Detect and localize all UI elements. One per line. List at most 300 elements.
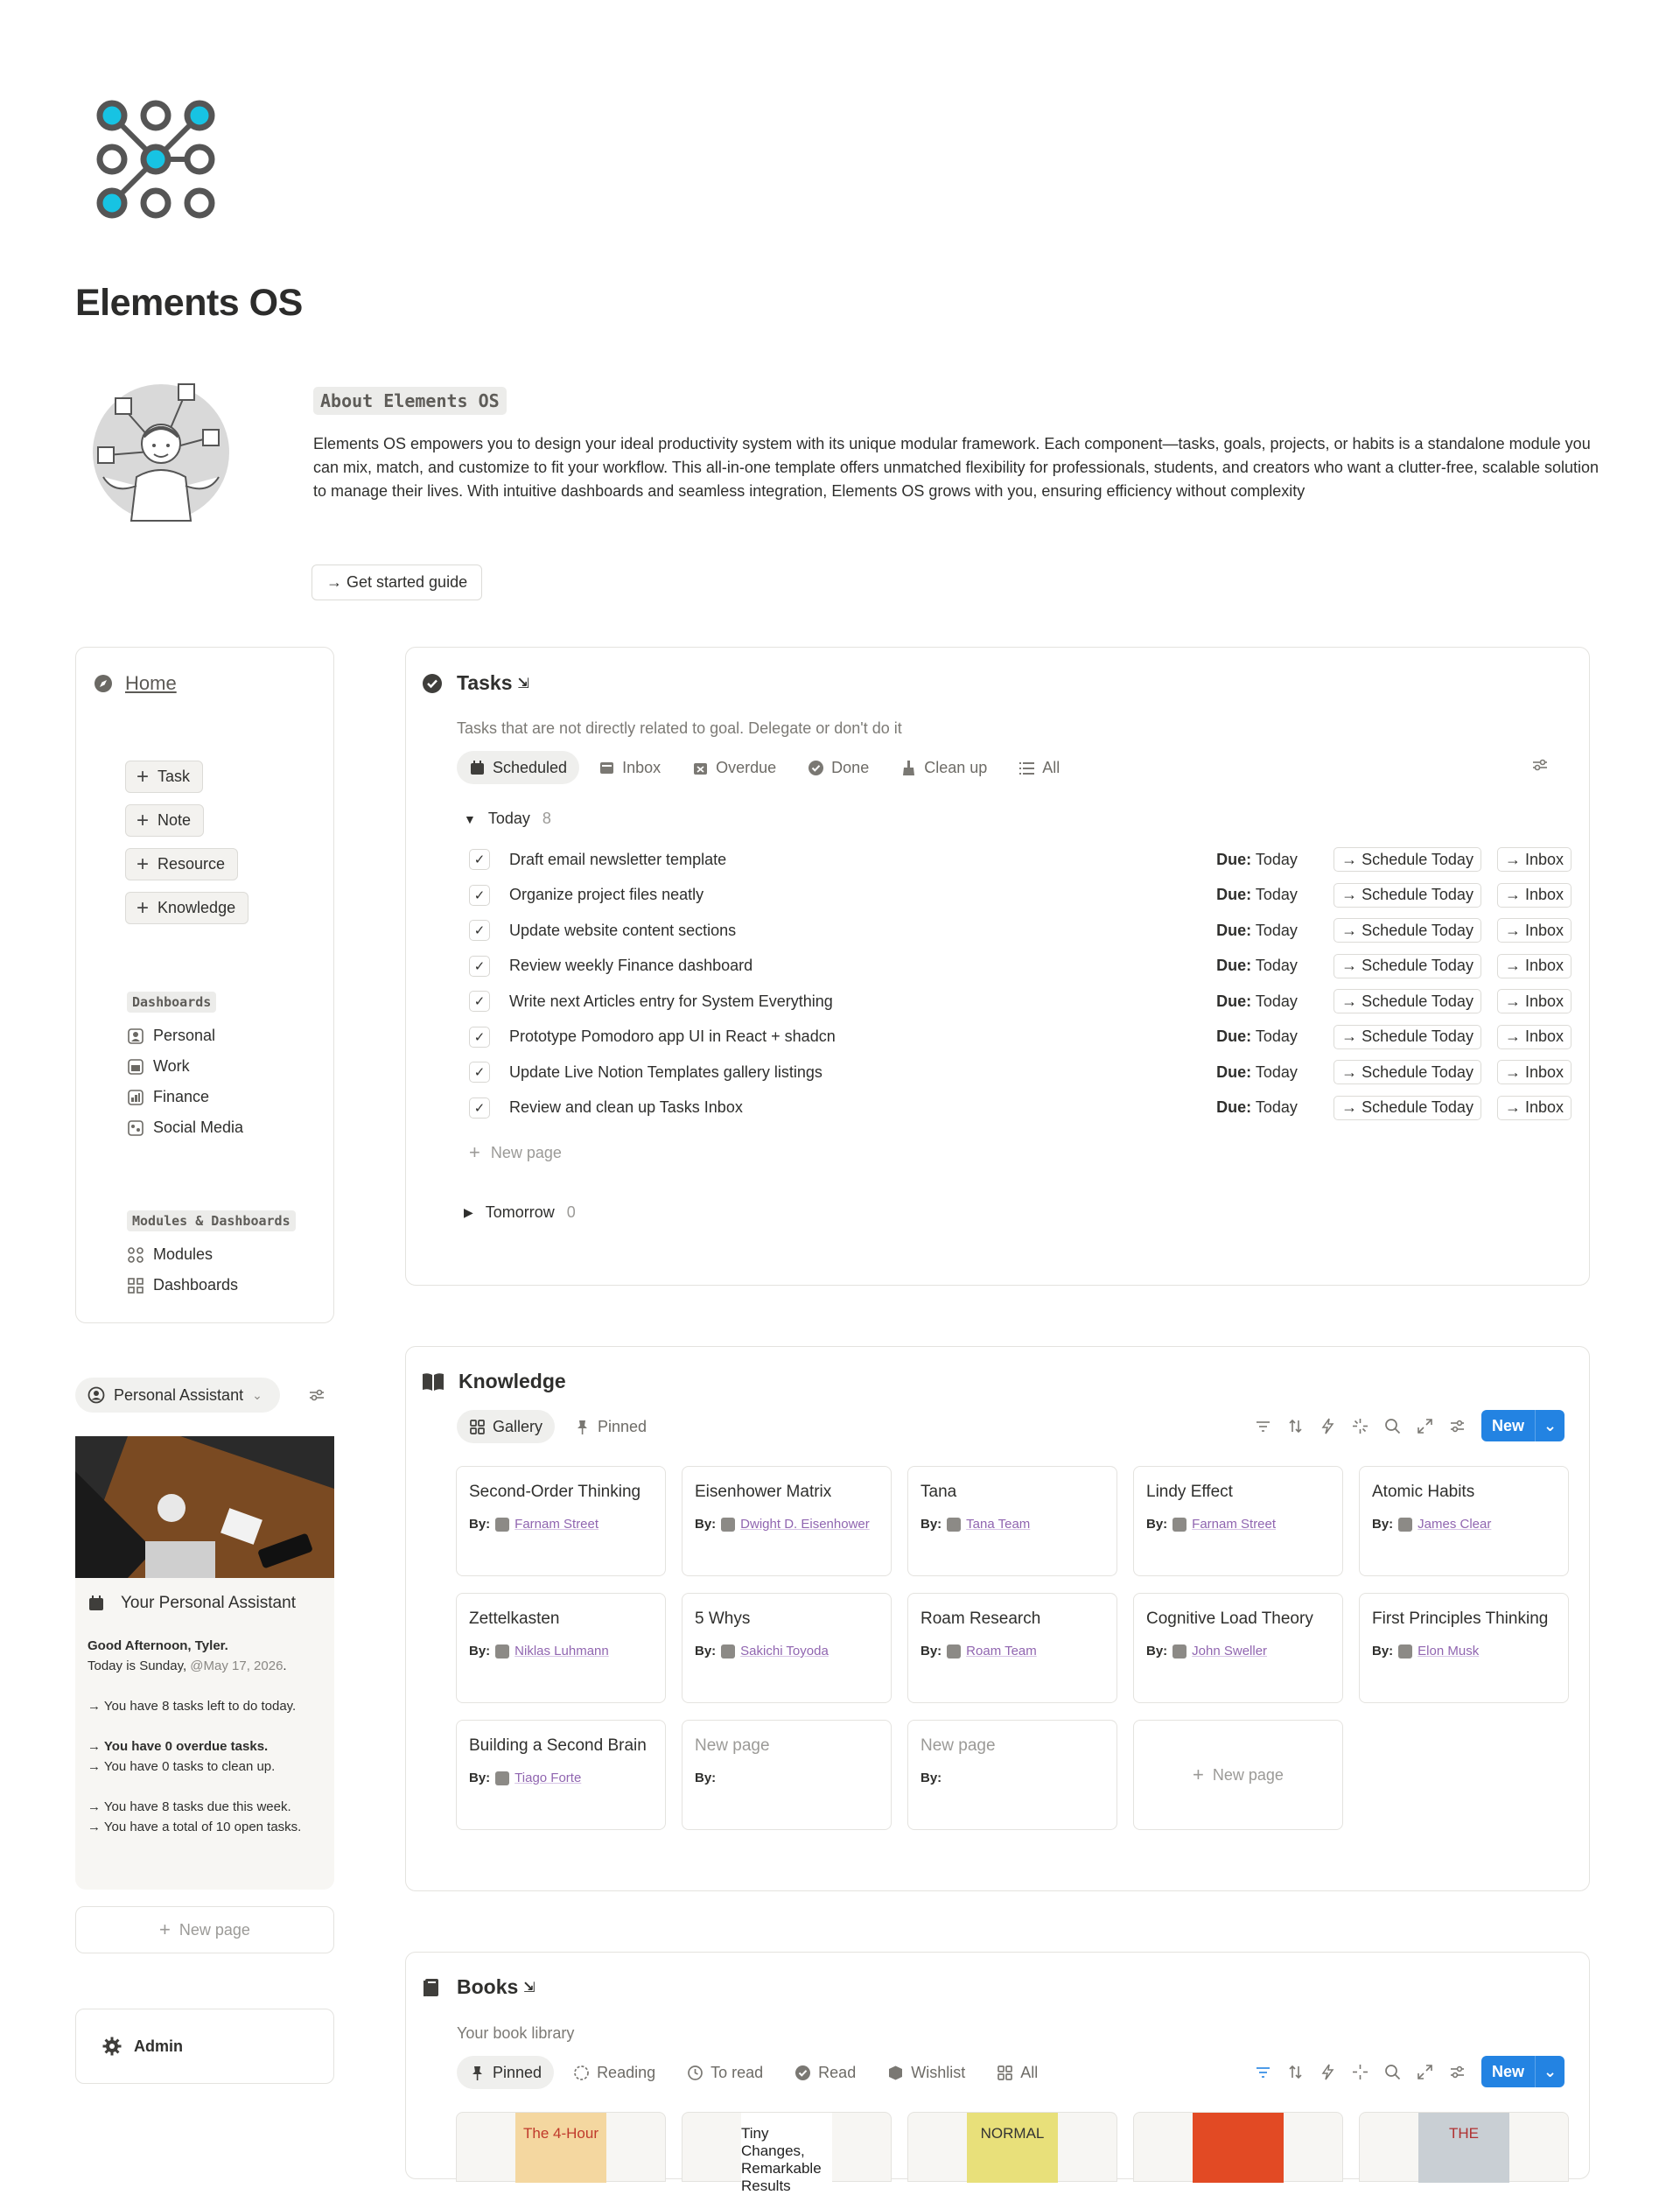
- knowledge-card[interactable]: [682, 1720, 892, 1830]
- calendar-icon: [88, 1595, 105, 1612]
- tab-scheduled-label: Scheduled: [493, 758, 568, 776]
- admin-link[interactable]: [75, 2009, 334, 2084]
- add-task-label: Task: [158, 768, 191, 785]
- knowledge-card-author: [1146, 1644, 1330, 1659]
- nav-personal[interactable]: [127, 1027, 215, 1045]
- knowledge-card-title: Roam Research: [920, 1609, 1041, 1628]
- view-settings-icon[interactable]: [1531, 756, 1549, 774]
- book-card[interactable]: [907, 2112, 1117, 2182]
- plus-icon: +: [159, 1918, 171, 1940]
- assistant-title-row: [88, 1594, 296, 1613]
- author-link[interactable]: Tiago Forte: [514, 1771, 582, 1785]
- plus-icon: +: [136, 764, 150, 789]
- task-title[interactable]: Update website content sections: [509, 921, 737, 939]
- plus-icon: +: [1193, 1764, 1204, 1785]
- tab-books-all[interactable]: [984, 2056, 1050, 2089]
- about-label: About Elements OS: [313, 387, 507, 415]
- knowledge-card-author: [920, 1517, 1104, 1532]
- tab-clean-up[interactable]: [888, 751, 999, 784]
- by-label: By:: [469, 1517, 491, 1532]
- overdue-calendar-icon: [692, 760, 709, 776]
- tab-gallery-label: Gallery: [493, 1417, 543, 1435]
- knowledge-card-title: Lindy Effect: [1146, 1483, 1233, 1501]
- group-today-toggle[interactable]: [464, 810, 551, 828]
- task-due: [1216, 886, 1318, 904]
- knowledge-card[interactable]: [1359, 1593, 1569, 1703]
- schedule-today-button[interactable]: → Schedule Today: [1334, 883, 1481, 908]
- by-label: By:: [920, 1771, 942, 1785]
- schedule-today-button[interactable]: → Schedule Today: [1334, 918, 1481, 943]
- link-arrow-icon: ⇲: [517, 676, 529, 691]
- tab-all-label: All: [1042, 758, 1060, 776]
- tab-books-pinned-label: Pinned: [493, 2063, 542, 2081]
- personal-assistant-selector[interactable]: [75, 1378, 280, 1413]
- due-label: Due:: [1216, 992, 1252, 1010]
- book-cover: [741, 2113, 832, 2194]
- author-link[interactable]: Farnam Street: [514, 1517, 599, 1532]
- task-title[interactable]: Update Live Notion Templates gallery listings: [509, 1062, 822, 1081]
- books-new-button[interactable]: [1481, 2056, 1564, 2087]
- avatar: [721, 1518, 735, 1532]
- by-label: By:: [1372, 1517, 1394, 1532]
- task-due: [1216, 957, 1318, 975]
- compass-icon: [94, 674, 113, 693]
- author-link[interactable]: Niklas Luhmann: [514, 1644, 609, 1659]
- books-new-label: New: [1491, 2062, 1524, 2080]
- calendar-icon: [469, 760, 486, 776]
- move-to-inbox-button[interactable]: → Inbox: [1497, 1025, 1572, 1049]
- tab-done-label: Done: [831, 758, 870, 776]
- avatar: [495, 1518, 509, 1532]
- task-title[interactable]: Review weekly Finance dashboard: [509, 957, 753, 974]
- tab-inbox-label: Inbox: [622, 758, 662, 776]
- task-checkbox[interactable]: [469, 920, 490, 941]
- inbox-icon: [598, 760, 615, 776]
- books-view-tabs: [457, 2056, 1050, 2089]
- tab-books-all-label: All: [1020, 2063, 1039, 2081]
- nav-finance[interactable]: [127, 1088, 209, 1106]
- move-to-inbox-button[interactable]: → Inbox: [1497, 883, 1572, 908]
- elements-os-logo: [94, 98, 217, 221]
- by-label: By:: [695, 1517, 717, 1532]
- tab-read-label: Read: [818, 2063, 857, 2081]
- knowledge-card[interactable]: [682, 1593, 892, 1703]
- task-title[interactable]: Organize project files neatly: [509, 886, 704, 903]
- add-knowledge-button[interactable]: [125, 892, 248, 924]
- modules-icon: [127, 1246, 144, 1264]
- tab-wishlist-label: Wishlist: [911, 2063, 966, 2081]
- move-to-inbox-button[interactable]: → Inbox: [1497, 989, 1572, 1013]
- plus-icon: +: [136, 852, 150, 876]
- book-cover-text: NORMAL: [980, 2125, 1045, 2142]
- filter-icon[interactable]: [1255, 1418, 1271, 1434]
- assistant-line-open: → You have a total of 10 open tasks.: [88, 1820, 302, 1834]
- task-title[interactable]: Write next Articles entry for System Everything: [509, 992, 833, 1010]
- knowledge-card-title: Eisenhower Matrix: [695, 1483, 832, 1501]
- home-link[interactable]: [94, 672, 177, 695]
- task-due: [1216, 1063, 1318, 1082]
- due-value: Today: [1255, 921, 1298, 939]
- check-icon: ✓: [473, 994, 486, 1009]
- knowledge-card-title: Zettelkasten: [469, 1609, 560, 1628]
- due-label: Due:: [1216, 1062, 1252, 1081]
- books-toolbar: [1255, 2056, 1564, 2087]
- by-label: By:: [695, 1644, 717, 1659]
- box-icon: [887, 2065, 904, 2081]
- gallery-new-page-card[interactable]: [1133, 1720, 1343, 1830]
- by-label: By:: [920, 1517, 942, 1532]
- task-checkbox[interactable]: [469, 1062, 490, 1083]
- knowledge-card-author: [1372, 1644, 1556, 1659]
- knowledge-card-title: 5 Whys: [695, 1609, 751, 1628]
- tab-pinned-label: Pinned: [598, 1417, 648, 1435]
- knowledge-card-author: [920, 1771, 1104, 1785]
- schedule-today-button[interactable]: → Schedule Today: [1334, 954, 1481, 978]
- due-value: Today: [1255, 957, 1298, 974]
- schedule-today-button[interactable]: → Schedule Today: [1334, 1096, 1481, 1120]
- tab-overdue[interactable]: [680, 751, 788, 784]
- check-icon: ✓: [473, 923, 486, 938]
- pin-icon: [469, 2065, 486, 2081]
- gallery-icon: [997, 2065, 1013, 2081]
- sort-icon[interactable]: [1287, 1418, 1304, 1434]
- avatar: [1172, 1518, 1186, 1532]
- search-icon[interactable]: [1384, 2064, 1401, 2080]
- add-note-button[interactable]: [125, 804, 204, 837]
- schedule-today-button[interactable]: → Schedule Today: [1334, 1060, 1481, 1084]
- assistant-today-suffix: .: [283, 1659, 287, 1673]
- books-header[interactable]: [422, 1975, 536, 1999]
- books-database: [405, 1952, 1590, 2194]
- task-due: [1216, 922, 1318, 940]
- link-arrow-icon: ⇲: [523, 1980, 536, 1995]
- task-row[interactable]: [469, 878, 1572, 913]
- schedule-today-button[interactable]: → Schedule Today: [1334, 847, 1481, 872]
- nav-modules[interactable]: [127, 1245, 213, 1264]
- knowledge-card-title: Building a Second Brain: [469, 1736, 647, 1755]
- check-icon: ✓: [473, 958, 486, 974]
- assistant-greeting: Good Afternoon, Tyler.: [88, 1638, 228, 1653]
- gallery-icon: [469, 1419, 486, 1435]
- lightning-icon[interactable]: [1320, 1418, 1336, 1434]
- due-label: Due:: [1216, 886, 1252, 903]
- knowledge-card[interactable]: [907, 1593, 1117, 1703]
- add-task-button[interactable]: [125, 761, 203, 793]
- task-checkbox[interactable]: [469, 991, 490, 1012]
- author-link[interactable]: Elon Musk: [1418, 1644, 1480, 1659]
- check-circle-icon: [794, 2065, 811, 2081]
- author-link[interactable]: Dwight D. Eisenhower: [740, 1517, 870, 1532]
- nav-personal-label: Personal: [153, 1027, 216, 1044]
- book-card[interactable]: [682, 2112, 892, 2194]
- assistant-new-page[interactable]: [75, 1906, 334, 1953]
- assistant-new-page-label: New page: [178, 1920, 250, 1939]
- tab-reading[interactable]: [561, 2056, 668, 2089]
- book-cover: [1418, 2113, 1509, 2183]
- chevron-down-icon[interactable]: ⌄: [1535, 2056, 1564, 2087]
- task-row[interactable]: [469, 1020, 1572, 1055]
- assistant-today-date: @May 17, 2026: [190, 1659, 284, 1673]
- triangle-right-icon: ▶: [464, 1205, 473, 1219]
- due-label: Due:: [1216, 850, 1252, 868]
- knowledge-card-title: New page: [920, 1736, 996, 1755]
- tasks-new-page[interactable]: [469, 1141, 562, 1164]
- due-label: Due:: [1216, 921, 1252, 939]
- by-label: By:: [469, 1771, 491, 1785]
- finance-dashboard-icon: [127, 1089, 144, 1106]
- by-label: By:: [695, 1771, 717, 1785]
- tasks-database: [405, 647, 1590, 1286]
- add-knowledge-label: Knowledge: [158, 899, 236, 916]
- nav-modules-label: Modules: [153, 1245, 214, 1263]
- author-link[interactable]: Tana Team: [966, 1517, 1031, 1532]
- knowledge-title: Knowledge: [458, 1370, 566, 1392]
- tab-books-pinned[interactable]: [457, 2056, 554, 2089]
- author-link[interactable]: James Clear: [1418, 1517, 1492, 1532]
- author-link[interactable]: Farnam Street: [1192, 1517, 1277, 1532]
- task-checkbox[interactable]: [469, 1098, 490, 1119]
- nav-social-media-label: Social Media: [153, 1119, 244, 1136]
- task-checkbox[interactable]: [469, 956, 490, 977]
- broom-icon: [900, 760, 917, 776]
- nav-work[interactable]: [127, 1057, 190, 1076]
- assistant-illustration: [88, 372, 234, 529]
- avatar: [1172, 1644, 1186, 1659]
- chevron-down-icon[interactable]: ⌄: [1535, 1410, 1564, 1441]
- tab-overdue-label: Overdue: [716, 758, 777, 776]
- lightning-icon[interactable]: [1320, 2064, 1336, 2080]
- personal-assistant-card[interactable]: [75, 1436, 334, 1890]
- search-icon[interactable]: [1384, 1418, 1401, 1434]
- task-title[interactable]: Prototype Pomodoro app UI in React + shadcn: [509, 1027, 836, 1045]
- task-due: [1216, 1098, 1318, 1117]
- dashboards-section-label: Dashboards: [127, 992, 216, 1013]
- group-tomorrow-label: Tomorrow: [485, 1203, 555, 1221]
- check-icon: ✓: [473, 1065, 486, 1080]
- modules-section-label: Modules & Dashboards: [127, 1210, 296, 1231]
- knowledge-card[interactable]: [907, 1720, 1117, 1830]
- plus-icon: +: [136, 808, 150, 832]
- sort-icon[interactable]: [1287, 2064, 1304, 2080]
- assistant-settings-icon[interactable]: [308, 1386, 326, 1404]
- task-row[interactable]: [469, 1055, 1572, 1090]
- knowledge-card-author: [920, 1644, 1104, 1659]
- author-link[interactable]: Roam Team: [966, 1644, 1037, 1659]
- sparkle-icon[interactable]: [1352, 2064, 1368, 2080]
- group-tomorrow-toggle[interactable]: [464, 1203, 576, 1222]
- work-dashboard-icon: [127, 1058, 144, 1076]
- pin-icon: [574, 1419, 591, 1435]
- books-subtitle: Your book library: [457, 2024, 575, 2042]
- move-to-inbox-button[interactable]: → Inbox: [1497, 954, 1572, 978]
- list-icon: [1018, 760, 1035, 776]
- task-row[interactable]: [469, 949, 1572, 984]
- check-circle-icon: [422, 673, 443, 694]
- book-cover-text: The 4-Hour: [523, 2125, 598, 2142]
- check-circle-icon: [808, 760, 824, 776]
- clock-icon: [687, 2065, 704, 2081]
- task-due: [1216, 851, 1318, 869]
- knowledge-card-title: Tana: [920, 1483, 957, 1501]
- knowledge-card[interactable]: [1133, 1466, 1343, 1576]
- task-checkbox[interactable]: [469, 1027, 490, 1048]
- knowledge-card-author: [469, 1644, 653, 1659]
- knowledge-card-title: First Principles Thinking: [1372, 1609, 1549, 1628]
- tab-read[interactable]: [782, 2056, 868, 2089]
- knowledge-card-title: Second-Order Thinking: [469, 1483, 641, 1501]
- task-row[interactable]: [469, 913, 1572, 948]
- knowledge-card-title: Cognitive Load Theory: [1146, 1609, 1313, 1628]
- book-card[interactable]: [456, 2112, 666, 2182]
- knowledge-card[interactable]: [1359, 1466, 1569, 1576]
- assistant-line-cleanup: → You have 0 tasks to clean up.: [88, 1759, 276, 1774]
- author-link[interactable]: John Sweller: [1192, 1644, 1268, 1659]
- sparkle-icon[interactable]: [1352, 1418, 1368, 1434]
- knowledge-card-author: [469, 1517, 653, 1532]
- knowledge-card-author: [1146, 1517, 1330, 1532]
- group-tomorrow-count: 0: [566, 1203, 576, 1221]
- plus-icon: +: [136, 895, 150, 920]
- book-cover: [515, 2113, 606, 2183]
- by-label: By:: [469, 1644, 491, 1659]
- knowledge-card-title: Atomic Habits: [1372, 1483, 1475, 1501]
- task-title[interactable]: Review and clean up Tasks Inbox: [509, 1098, 743, 1116]
- knowledge-header[interactable]: [422, 1370, 566, 1393]
- knowledge-card-author: [469, 1771, 653, 1785]
- due-value: Today: [1255, 1098, 1298, 1116]
- tasks-header[interactable]: [422, 671, 529, 695]
- by-label: By:: [1146, 1517, 1168, 1532]
- check-icon: ✓: [473, 852, 486, 867]
- knowledge-card[interactable]: [907, 1466, 1117, 1576]
- knowledge-card[interactable]: [456, 1720, 666, 1830]
- knowledge-card-author: [695, 1517, 878, 1532]
- move-to-inbox-button[interactable]: → Inbox: [1497, 1096, 1572, 1120]
- task-checkbox[interactable]: [469, 849, 490, 870]
- books-icon: [422, 1977, 443, 1998]
- knowledge-new-label: New: [1491, 1416, 1524, 1434]
- due-value: Today: [1255, 886, 1298, 903]
- due-value: Today: [1255, 850, 1298, 868]
- task-checkbox[interactable]: [469, 885, 490, 906]
- desk-photo: [75, 1436, 334, 1578]
- tab-all[interactable]: [1006, 751, 1072, 784]
- author-link[interactable]: Sakichi Toyoda: [740, 1644, 829, 1659]
- move-to-inbox-button[interactable]: → Inbox: [1497, 918, 1572, 943]
- tab-inbox[interactable]: [586, 751, 673, 784]
- about-description: Elements OS empowers you to design your ideal productivity system with its unique modular framework. Each component—tasks, goals, projects, or habits is a standalone module you can mix, match, and customize to fit your workflow. This all-in-one template offers unmatched flexibility for professionals, students, and creators who want a clutter-free, scalable solution to manage their lives. With intuitive dashboards and seamless integration, Elements OS grows with you, ensuring efficiency without complexity: [313, 435, 1600, 500]
- schedule-today-button[interactable]: → Schedule Today: [1334, 989, 1481, 1013]
- tab-pinned[interactable]: [562, 1410, 659, 1443]
- book-card[interactable]: [1359, 2112, 1569, 2182]
- knowledge-card-author: [1372, 1517, 1556, 1532]
- task-title[interactable]: Draft email newsletter template: [509, 850, 727, 868]
- expand-icon[interactable]: [1417, 1418, 1433, 1434]
- by-label: By:: [1372, 1644, 1394, 1659]
- nav-dashboards[interactable]: [127, 1276, 238, 1294]
- due-label: Due:: [1216, 957, 1252, 974]
- knowledge-card[interactable]: [456, 1593, 666, 1703]
- nav-dashboards-label: Dashboards: [153, 1276, 239, 1294]
- due-label: Due:: [1216, 1098, 1252, 1116]
- task-due: [1216, 1027, 1318, 1046]
- person-dashboard-icon: [127, 1027, 144, 1045]
- expand-icon[interactable]: [1417, 2064, 1433, 2080]
- tasks-view-tabs: [457, 751, 1072, 784]
- avatar: [947, 1644, 961, 1659]
- book-card[interactable]: [1133, 2112, 1343, 2182]
- get-started-guide-button[interactable]: → Get started guide: [312, 565, 482, 600]
- filter-icon[interactable]: [1255, 2064, 1271, 2080]
- by-label: By:: [920, 1644, 942, 1659]
- book-cover-text: THE: [1449, 2125, 1479, 2142]
- task-row[interactable]: [469, 984, 1572, 1019]
- book-cover: [967, 2113, 1058, 2183]
- tab-wishlist[interactable]: [875, 2056, 977, 2089]
- task-row[interactable]: [469, 842, 1572, 877]
- admin-label: Admin: [134, 2037, 183, 2055]
- knowledge-card[interactable]: [682, 1466, 892, 1576]
- avatar: [721, 1644, 735, 1659]
- tasks-new-page-label: New page: [490, 1143, 562, 1161]
- chevron-down-icon: ⌄: [252, 1387, 262, 1402]
- nav-social-media[interactable]: [127, 1119, 243, 1137]
- move-to-inbox-button[interactable]: → Inbox: [1497, 1060, 1572, 1084]
- personal-assistant-label: Personal Assistant: [114, 1385, 244, 1404]
- due-label: Due:: [1216, 1027, 1252, 1045]
- group-today-label: Today: [487, 810, 530, 827]
- tab-done[interactable]: [795, 751, 881, 784]
- add-resource-button[interactable]: [125, 848, 238, 880]
- gallery-new-page-label: New page: [1212, 1765, 1284, 1784]
- knowledge-card[interactable]: [456, 1466, 666, 1576]
- book-cover: [1193, 2113, 1284, 2183]
- tasks-subtitle: Tasks that are not directly related to goal. Delegate or don't do it: [457, 719, 902, 737]
- tab-scheduled[interactable]: [457, 751, 579, 784]
- knowledge-new-button[interactable]: [1481, 1410, 1564, 1441]
- tab-clean-up-label: Clean up: [924, 758, 988, 776]
- view-settings-icon[interactable]: [1449, 2064, 1466, 2080]
- knowledge-card-author: [695, 1771, 878, 1785]
- assistant-today: [88, 1656, 324, 1676]
- tab-gallery[interactable]: [457, 1410, 555, 1443]
- add-resource-label: Resource: [158, 855, 226, 873]
- due-value: Today: [1255, 1062, 1298, 1081]
- home-title: Home: [125, 672, 177, 694]
- schedule-today-button[interactable]: → Schedule Today: [1334, 1025, 1481, 1049]
- loading-circle-icon: [573, 2065, 590, 2081]
- knowledge-view-tabs: [457, 1410, 659, 1443]
- knowledge-card[interactable]: [1133, 1593, 1343, 1703]
- by-label: By:: [1146, 1644, 1168, 1659]
- task-due: [1216, 992, 1318, 1011]
- avatar: [947, 1518, 961, 1532]
- avatar: [495, 1771, 509, 1785]
- nav-finance-label: Finance: [153, 1088, 210, 1105]
- nav-work-label: Work: [153, 1057, 190, 1075]
- knowledge-toolbar: [1255, 1410, 1564, 1441]
- task-row[interactable]: [469, 1090, 1572, 1126]
- tab-to-read[interactable]: [675, 2056, 775, 2089]
- check-icon: ✓: [473, 1029, 486, 1045]
- check-icon: ✓: [473, 1100, 486, 1116]
- move-to-inbox-button[interactable]: → Inbox: [1497, 847, 1572, 872]
- gear-icon: [102, 2037, 122, 2056]
- avatar: [495, 1644, 509, 1659]
- view-settings-icon[interactable]: [1449, 1418, 1466, 1434]
- plus-icon: +: [469, 1141, 480, 1163]
- assistant-title: Your Personal Assistant: [121, 1594, 296, 1612]
